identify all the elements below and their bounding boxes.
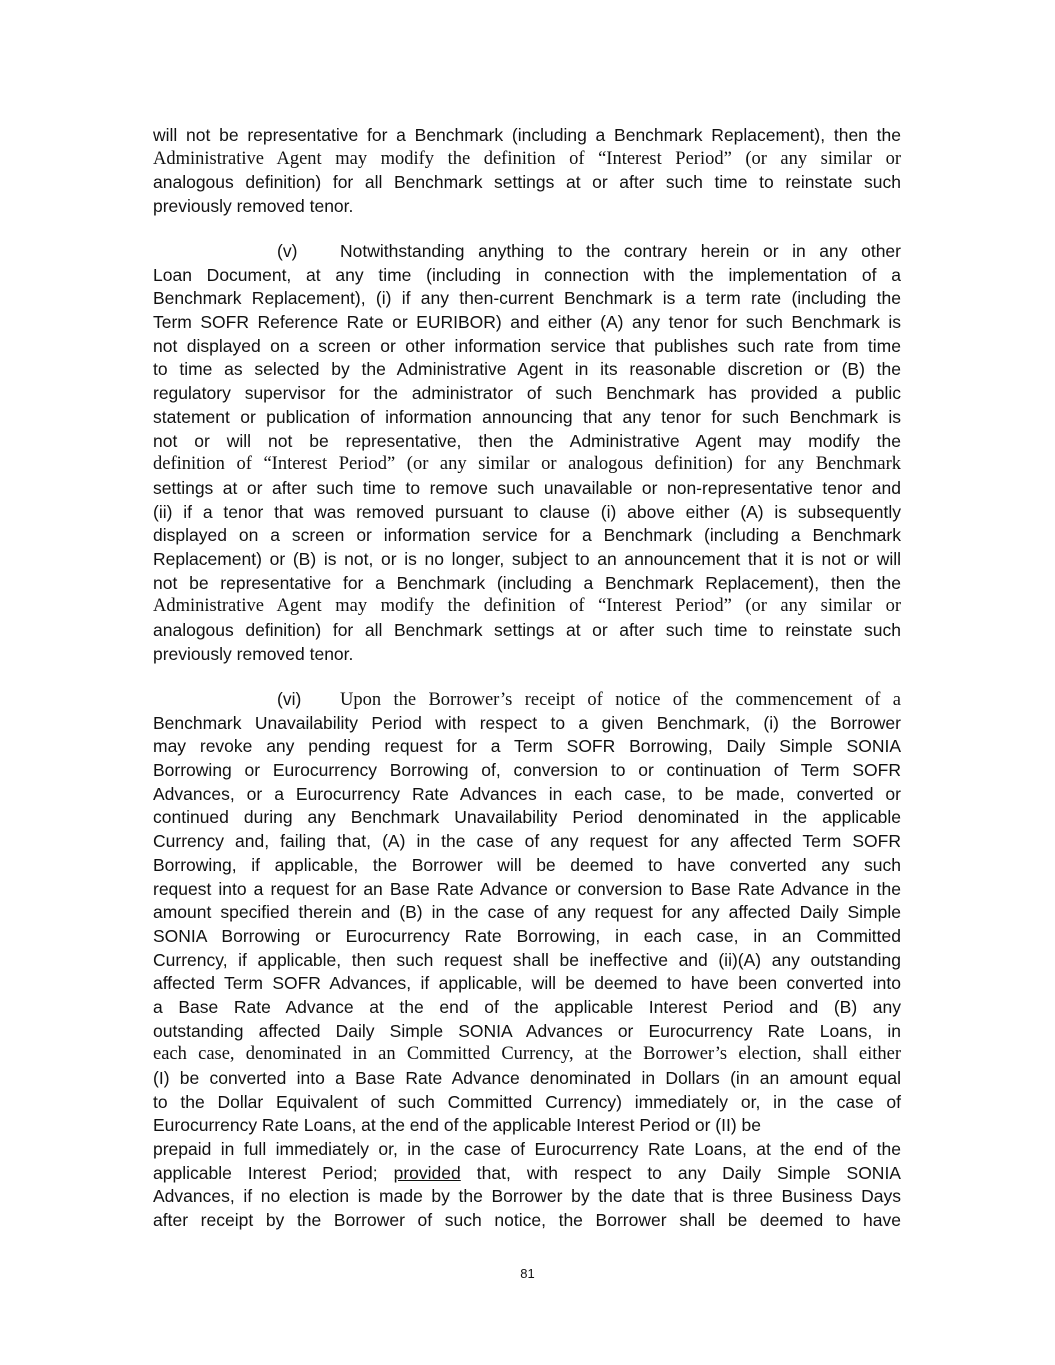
paragraph-first-line xyxy=(153,688,901,712)
text-line: (I) be converted into a Base Rate Advance denominated in Dollars (in an amount equal xyxy=(153,1068,901,1088)
paragraph-continuation xyxy=(153,124,901,219)
text-line: not displayed on a screen or other information service that publishes such rate from time xyxy=(153,335,901,356)
paragraph-number: (vi) xyxy=(277,689,302,709)
text-line: Eurocurrency Rate Loans, at the end of the applicable Interest Period or (II) be xyxy=(153,1115,761,1136)
text-line: displayed on a screen or information service for a Benchmark (including a Benchmark xyxy=(153,525,901,546)
text-line: settings at or after such time to remove such unavailable or non-representative tenor and xyxy=(153,477,901,498)
text-line: will not be representative for a Benchmark (including a Benchmark Replacement), then the xyxy=(153,125,901,145)
text-line: to the Dollar Equivalent of such Committed Currency) immediately or, in the case of xyxy=(153,1091,901,1112)
text-line: request into a request for an Base Rate Advance or conversion to Base Rate Advance in the xyxy=(153,878,901,899)
text-line: outstanding affected Daily Simple SONIA Advances or Eurocurrency Rate Loans, in xyxy=(153,1020,901,1041)
text-line: regulatory supervisor for the administrator of such Benchmark has provided a public xyxy=(153,383,901,404)
text-line: amount specified therein and (B) in the case of any request for any affected Daily Simple xyxy=(153,902,901,923)
text-line: Advances, or a Eurocurrency Rate Advances in each case, to be made, converted or xyxy=(153,783,901,804)
text-line: Replacement) or (B) is not, or is no longer, subject to an announcement that it is not or will xyxy=(153,548,901,569)
text-line: Borrowing, if applicable, the Borrower will be deemed to have converted any such xyxy=(153,854,901,875)
text-line: each case, denominated in an Committed Currency, at the Borrower’s election, shall either xyxy=(153,1044,901,1065)
text-line: Currency, if applicable, then such request shall be ineffective and (ii)(A) any outstanding xyxy=(153,949,901,970)
first-line-text: Notwithstanding anything to the contrary herein or in any other xyxy=(340,241,901,261)
text-line: continued during any Benchmark Unavailability Period denominated in the applicable xyxy=(153,807,901,828)
paragraph-number: (v) xyxy=(277,241,298,261)
paragraph-first-line xyxy=(153,240,901,264)
text-line: statement or publication of information announcing that any tenor for such Benchmark is xyxy=(153,406,901,427)
text-line: SONIA Borrowing or Eurocurrency Rate Borrowing, in each case, in an Committed xyxy=(153,925,901,946)
text-line: not or will not be representative, then the Administrative Agent may modify the xyxy=(153,430,901,451)
provided-line-before: applicable Interest Period; xyxy=(153,1162,394,1183)
paragraph-v xyxy=(153,240,901,666)
text-line: Currency and, failing that, (A) in the case of any request for any affected Term SOFR xyxy=(153,831,901,852)
text-line: Administrative Agent may modify the definition of “Interest Period” (or any similar or xyxy=(153,596,901,617)
text-line: prepaid in full immediately or, in the case of Eurocurrency Rate Loans, at the end of the xyxy=(153,1139,901,1160)
text-line: previously removed tenor. xyxy=(153,196,354,217)
text-line: Advances, if no election is made by the Borrower by the date that is three Business Days xyxy=(153,1186,901,1207)
text-line: Benchmark Unavailability Period with respect to a given Benchmark, (i) the Borrower xyxy=(153,712,901,733)
text-line: Borrowing or Eurocurrency Borrowing of, conversion to or continuation of Term SOFR xyxy=(153,760,901,781)
text-line: previously removed tenor. xyxy=(153,643,354,664)
provided-line-after: that, with respect to any Daily Simple SONIA xyxy=(460,1162,901,1183)
text-line: analogous definition) for all Benchmark settings at or after such time to reinstate such xyxy=(153,620,901,640)
provided-term: provided xyxy=(393,1162,461,1183)
text-line: Benchmark Replacement), (i) if any then-current Benchmark is a term rate (including the xyxy=(153,288,901,309)
page-number: 81 xyxy=(520,1266,535,1281)
paragraph-vi xyxy=(153,688,901,1233)
first-line-text: Upon the Borrower’s receipt of notice of the commencement of a xyxy=(340,690,901,710)
text-line: Term SOFR Reference Rate or EURIBOR) and either (A) any tenor for such Benchmark is xyxy=(153,312,901,333)
text-line: analogous definition) for all Benchmark settings at or after such time to reinstate such xyxy=(153,172,901,193)
text-line: not be representative for a Benchmark (including a Benchmark Replacement), then the xyxy=(153,572,901,593)
text-line: Loan Document, at any time (including in connection with the implementation of a xyxy=(153,264,901,285)
text-line: (ii) if a tenor that was removed pursuant to clause (i) above either (A) is subsequently xyxy=(153,501,901,522)
provided-line xyxy=(153,1162,901,1186)
text-line: affected Term SOFR Advances, if applicable, will be deemed to have been converted into xyxy=(153,973,901,994)
text-line: a Base Rate Advance at the end of the applicable Interest Period and (B) any xyxy=(153,996,901,1017)
text-line: definition of “Interest Period” (or any similar or analogous definition) for any Benchmark xyxy=(153,454,901,475)
text-line: after receipt by the Borrower of such notice, the Borrower shall be deemed to have xyxy=(153,1210,901,1231)
text-line: Administrative Agent may modify the definition of “Interest Period” (or any similar or xyxy=(153,148,901,169)
text-line: may revoke any pending request for a Term SOFR Borrowing, Daily Simple SONIA xyxy=(153,736,901,757)
text-line: to time as selected by the Administrative Agent in its reasonable discretion or (B) the xyxy=(153,359,901,380)
